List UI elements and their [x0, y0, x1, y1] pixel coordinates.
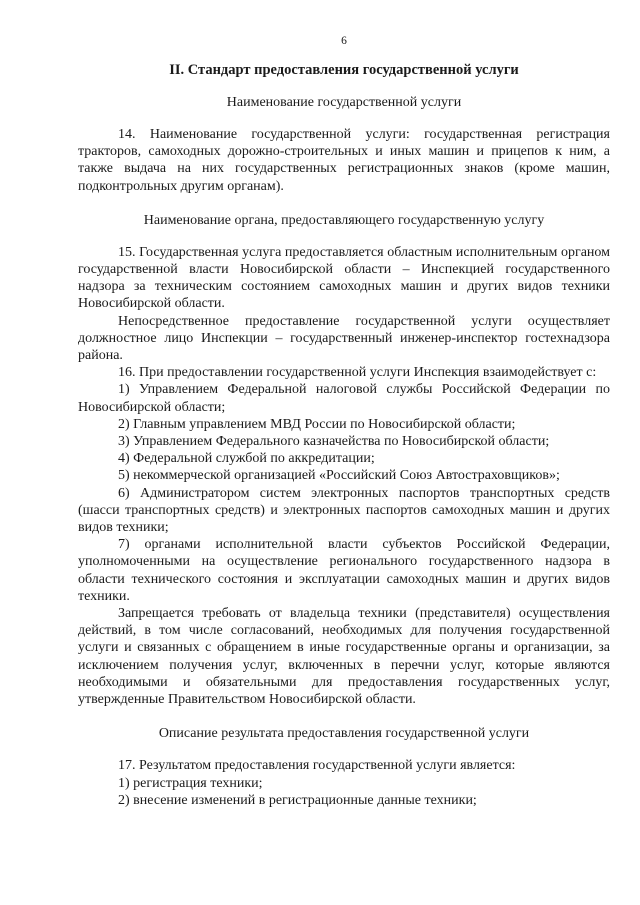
heading-authority-name: Наименование органа, предоставляющего государственную услугу: [143, 212, 545, 228]
paragraph: 14. Наименование государственной услуги: государственная регистрация тракторов, самоходных дорожно-строительных и иных машин и прицепов к ним, а также выдача на них государственных регистрационных знаков (кроме машин, подконтрольных другим органам).: [78, 127, 610, 194]
heading-service-name: Наименование государственной услуги: [226, 95, 462, 110]
list-item: 6) Администратором систем электронных паспортов транспортных средств (шасси транспортных средств) и электронных паспортов самоходных машин и других видов техники;: [78, 485, 610, 536]
heading-result-description: Описание результата предоставления государственной услуги: [158, 726, 530, 742]
paragraph-group-service-name: [78, 126, 610, 195]
list-item: 5) некоммерческой организацией «Российский Союз Автостраховщиков»;: [118, 468, 560, 484]
paragraph: 15. Государственная услуга предоставляется областным исполнительным органом государственной власти Новосибирской области – Инспекцией государственного надзора за техническим состоянием самоходных машин и других видов техники Новосибирской области.: [78, 244, 610, 312]
paragraph: Запрещается требовать от владельца техники (представителя) осуществления действий, в том числе согласований, необходимых для получения государственной услуги и связанных с обращением в иные государственные органы и организации, за исключением получения услуг, включенных в перечни услуг, которые являются необходимыми и обязательными для предоставления государственных услуг, утвержденные Правительством Новосибирской области.: [78, 606, 610, 708]
list-item: 2) Главным управлением МВД России по Новосибирской области;: [118, 416, 516, 432]
paragraph: Непосредственное предоставление государственной услуги осуществляет должностное лицо Инспекции – государственный инженер-инспектор гостехнадзора района.: [78, 313, 610, 364]
list-item: 7) органами исполнительной власти субъектов Российской Федерации, уполномоченными на осуществление регионального государственного надзора в области технического состояния и эксплуатации самоходных машин и других видов техники.: [78, 537, 610, 604]
paragraph: 16. При предоставлении государственной услуги Инспекция взаимодействует с:: [118, 365, 597, 381]
list-item: 3) Управлением Федерального казначейства по Новосибирской области;: [118, 434, 550, 450]
paragraph: 17. Результатом предоставления государственной услуги является:: [118, 758, 516, 774]
section-title: II. Стандарт предоставления государственной услуги: [169, 62, 519, 78]
page-number: 6: [341, 35, 347, 47]
list-item: 1) Управлением Федеральной налоговой службы Российской Федерации по Новосибирской области;: [78, 382, 610, 415]
paragraph-group-result: [78, 757, 610, 809]
paragraph-group-authority: [78, 244, 610, 708]
list-item: 2) внесение изменений в регистрационные данные техники;: [118, 792, 477, 808]
list-item: 4) Федеральной службой по аккредитации;: [118, 451, 375, 467]
list-item: 1) регистрация техники;: [118, 775, 263, 791]
